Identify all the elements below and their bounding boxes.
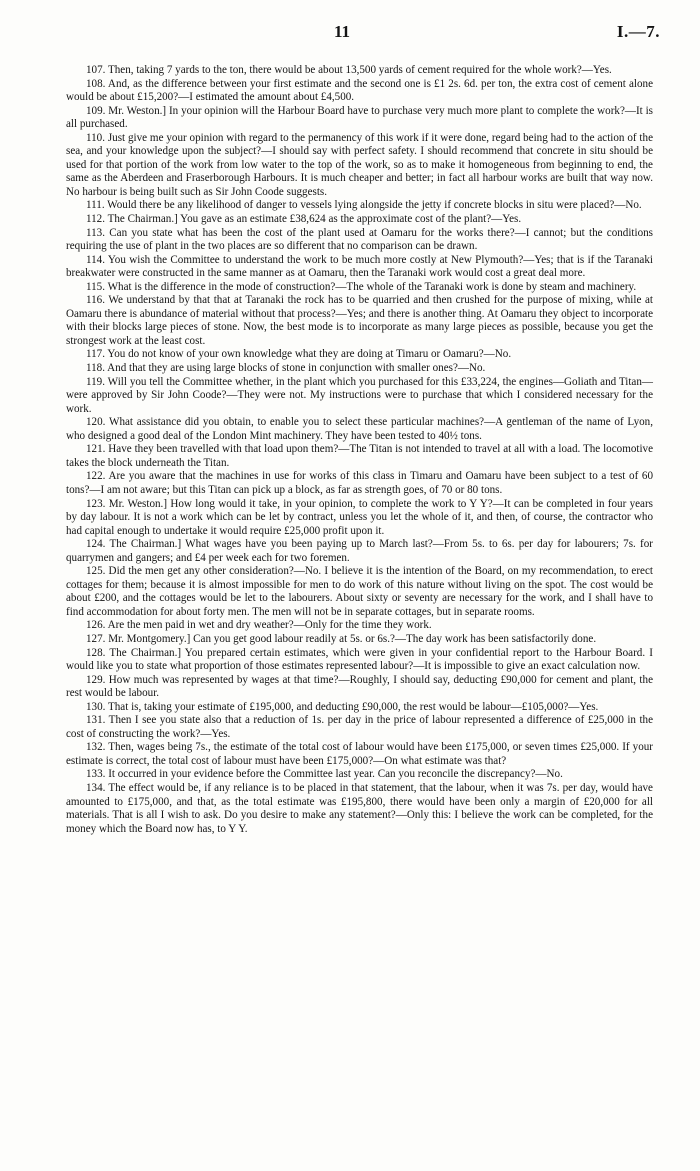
evidence-paragraph: 122. Are you aware that the machines in use for works of this class in Timaru and Oamaru have been subject to a test of 60 tons?—I am not aware; but this Titan can pick up a block, as far as strength goes, of 70 or 80 tons. bbox=[66, 470, 653, 496]
evidence-paragraph: 123. Mr. Weston.] How long would it take, in your opinion, to complete the work to Y Y?—It can be completed in four years by day labour. It is not a work which can be let by contract, unless you let the whole of it, and then, of course, the contractor who had capital enough to undertake it would require £25,000 profit upon it. bbox=[66, 497, 653, 537]
evidence-paragraph: 109. Mr. Weston.] In your opinion will the Harbour Board have to purchase very much more plant to complete the work?—It is all purchased. bbox=[66, 104, 653, 131]
evidence-paragraph: 132. Then, wages being 7s., the estimate of the total cost of labour would have been £175,000, or seven times £25,000. If your estimate is correct, the total cost of labour must have been £175,000?—On what estimate was that? bbox=[66, 741, 653, 767]
evidence-paragraph: 111. Would there be any likelihood of danger to vessels lying alongside the jetty if concrete blocks in situ were placed?—No. bbox=[86, 199, 642, 212]
evidence-paragraph: 110. Just give me your opinion with regard to the permanency of this work if it were done, regard being had to the action of the sea, and your knowledge upon the subject?—I should say with perfect safety. I should recommend that concrete in situ should be used for that portion of the work from low water to the top of the work, so as to make it homogeneous from beginning to end, the same as the Aberdeen and Fraserborough Harbours. It is much cheaper and better; in fact all harbour works are built that way now. No harbour is being built such as Sir John Coode suggests. bbox=[66, 131, 653, 198]
evidence-paragraph: 129. How much was represented by wages at that time?—Roughly, I should say, deducting £90,000 for cement and plant, the rest would be labour. bbox=[66, 673, 653, 700]
page-header bbox=[0, 22, 700, 46]
evidence-paragraph: 113. Can you state what has been the cost of the plant used at Oamaru for the works there?—I cannot; but the conditions requiring the use of plant in the two places are so different that no comparison can be drawn. bbox=[66, 226, 653, 253]
evidence-paragraph: 130. That is, taking your estimate of £195,000, and deducting £90,000, the rest would be labour—£105,000?—Yes. bbox=[86, 700, 599, 713]
evidence-paragraph: 115. What is the difference in the mode of construction?—The whole of the Taranaki work is done by steam and machinery. bbox=[86, 280, 637, 293]
evidence-paragraph: 120. What assistance did you obtain, to enable you to select these particular machines?—A gentleman of the name of Lyon, who designed a good deal of the London Mint machinery. They have been tested to 40½ tons. bbox=[66, 416, 653, 442]
evidence-paragraph: 133. It occurred in your evidence before the Committee last year. Can you reconcile the discrepancy?—No. bbox=[86, 768, 563, 781]
evidence-paragraph: 112. The Chairman.] You gave as an estimate £38,624 as the approximate cost of the plant?—Yes. bbox=[86, 213, 522, 226]
evidence-paragraph: 118. And that they are using large blocks of stone in conjunction with smaller ones?—No. bbox=[86, 362, 486, 375]
evidence-paragraph: 131. Then I see you state also that a reduction of 1s. per day in the price of labour represented a difference of £25,000 in the cost of constructing the work?—Yes. bbox=[66, 714, 653, 740]
page-number: 11 bbox=[334, 22, 351, 41]
evidence-paragraph: 125. Did the men get any other consideration?—No. I believe it is the intention of the Board, on my recommendation, to erect cottages for them; because it is almost impossible for men to do work of this nature without living on the spot. The cost would be about £200, and the cottages would be let to the labourers. About sixty or seventy are necessary for the work, and I shall have to find accommodation for about forty men. The men will not be in separate cottages, but in separate rooms. bbox=[66, 565, 653, 618]
evidence-paragraph: 121. Have they been travelled with that load upon them?—The Titan is not intended to travel at all with a load. The locomotive takes the block underneath the Titan. bbox=[66, 443, 653, 469]
evidence-paragraph: 119. Will you tell the Committee whether, in the plant which you purchased for this £33,224, the engines—Goliath and Titan—were approved by Sir John Coode?—They were not. My instructions were to purchase that which I considered necessary for the work. bbox=[66, 375, 653, 415]
evidence-paragraph: 127. Mr. Montgomery.] Can you get good labour readily at 5s. or 6s.?—The day work has been satisfactorily done. bbox=[86, 632, 597, 645]
evidence-paragraph: 126. Are the men paid in wet and dry weather?—Only for the time they work. bbox=[86, 619, 432, 632]
evidence-paragraph: 124. The Chairman.] What wages have you been paying up to March last?—From 5s. to 6s. per day for labourers; 7s. for quarrymen and gangers; and £4 per week each for two foremen. bbox=[66, 538, 653, 564]
evidence-paragraph: 107. Then, taking 7 yards to the ton, there would be about 13,500 yards of cement required for the whole work?—Yes. bbox=[86, 64, 612, 76]
evidence-paragraph: 134. The effect would be, if any reliance is to be placed in that statement, that the labour, when it was 7s. per day, would have amounted to £175,000, and that, as the total estimate was £195,800, there would have been only a margin of £20,000 for all materials. That is all I wish to ask. Do you desire to make any statement?—Only this: I believe the work can be completed, for the money which the Board now has, to Y Y. bbox=[66, 781, 653, 835]
evidence-paragraph: 108. And, as the difference between your first estimate and the second one is £1 2s. 6d. per ton, the extra cost of cement alone would be about £15,200?—I estimated the amount about £4,500. bbox=[66, 77, 653, 104]
evidence-paragraph: 128. The Chairman.] You prepared certain estimates, which were given in your confidential report to the Harbour Board. I would like you to state what proportion of those estimates represented labour?—It is impossible to give an exact calculation now. bbox=[66, 646, 653, 673]
document-body bbox=[66, 64, 653, 836]
evidence-paragraph: 114. You wish the Committee to understand the work to be much more costly at New Plymouth?—Yes; that is if the Taranaki breakwater were constructed in the same manner as at Oamaru, then the Taranaki work would cost a great deal more. bbox=[66, 253, 653, 280]
document-code: I.—7. bbox=[616, 22, 660, 41]
evidence-paragraph: 116. We understand by that that at Taranaki the rock has to be quarried and then crushed for the purpose of mixing, while at Oamaru there is abundance of material without that process?—Yes; and there is another thing. At Oamaru they object to incorporate with their blocks large pieces of stone. Now, the best mode is to incorporate as many large pieces as possible, because you get the strongest work at the least cost. bbox=[66, 294, 653, 347]
evidence-paragraph: 117. You do not know of your own knowledge what they are doing at Timaru or Oamaru?—No. bbox=[86, 348, 512, 361]
